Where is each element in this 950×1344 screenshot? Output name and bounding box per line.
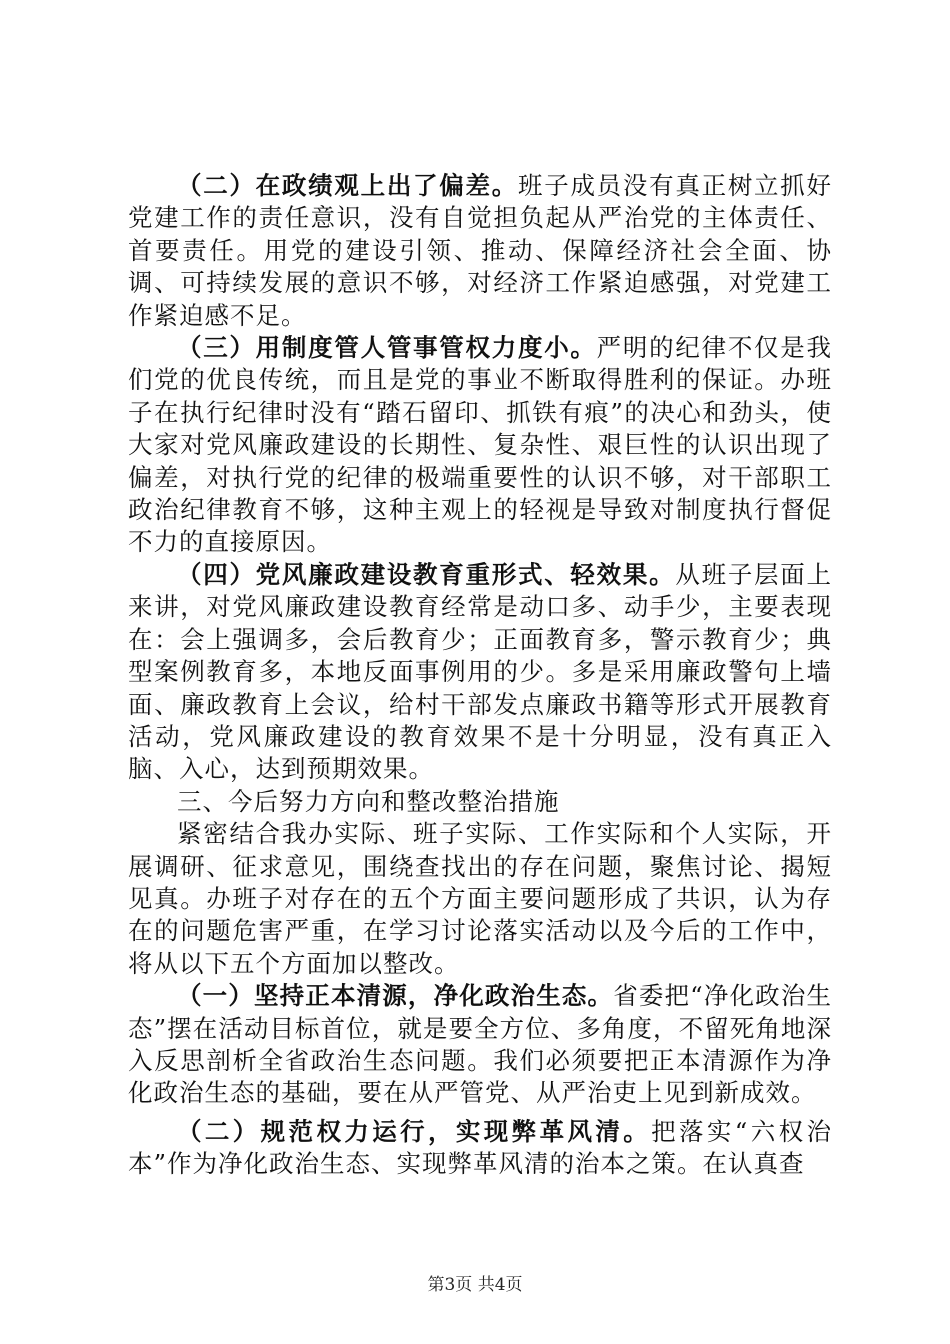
section-heading: 三、今后努力方向和整改整治措施 [177,786,560,816]
paragraph-lead: （四）党风廉政建设教育重形式、轻效果。 [177,559,676,589]
measure-item-1 [128,980,832,1110]
paragraph-text: 严明的纪律不仅是我们党的优良传统，而且是党的事业不断取得胜利的保证。办班子在执行纪律时没有“踏石留印、抓铁有痕”的决心和劲头，使大家对党风廉政建设的长期性、复杂性、艰巨性的认识出现了偏差，对执行党的纪律的极端重要性的认识不够，对干部职工政治纪律教育不够，这种主观上的轻视是导致对制度执行督促不力的直接原因。 [128,333,833,557]
document-body [128,170,832,1181]
paragraph-clean-governance-education [128,559,832,786]
page-footer: 第3页 共4页 [427,1275,523,1295]
measure-item-2 [128,1116,832,1181]
measure-text: 省委把“净化政治生态”摆在活动目标首位，就是要全方位、多角度，不留死角地深入反思剖析全省政治生态问题。我们必须要把正本清源作为净化政治生态的基础，要在从严管党、从严治吏上见到新成效。 [128,981,832,1108]
measure-lead: （二）规范权力运行，实现弊革风清。 [177,1116,652,1146]
paragraph-text: 从班子层面上来讲，对党风廉政建设教育经常是动口多、动手少，主要表现在：会上强调多，会后教育少；正面教育多，警示教育少；典型案例教育多，本地反面事例用的少。多是采用廉政警句上墙面、廉政教育上会议，给村干部发点廉政书籍等形式开展教育活动，党风廉政建设的教育效果不是十分明显，没有真正入脑、入心，达到预期效果。 [128,559,833,784]
paragraph-text: 班子成员没有真正树立抓好党建工作的责任意识，没有自觉担负起从严治党的主体责任、首要责任。用党的建设引领、推动、保障经济社会全面、协调、可持续发展的意识不够，对经济工作紧迫感强，对党建工作紧迫感不足。 [128,171,833,330]
paragraph-institution-management [128,332,832,559]
measure-lead: （一）坚持正本清源，净化政治生态。 [177,981,614,1011]
section-intro: 紧密结合我办实际、班子实际、工作实际和个人实际，开展调研、征求意见，围绕查找出的存在问题，聚焦讨论、揭短见真。办班子对存在的五个方面主要问题形成了共识，认为存在的问题危害严重，在学习讨论落实活动以及今后的工作中，将从以下五个方面加以整改。 [128,819,832,978]
measure-text: 把落实“六权治本”作为净化政治生态、实现弊革风清的治本之策。在认真查 [128,1116,833,1179]
paragraph-lead: （二）在政绩观上出了偏差。 [177,171,518,200]
paragraph-lead: （三）用制度管人管事管权力度小。 [177,333,597,363]
paragraph-politics-view [128,170,832,332]
